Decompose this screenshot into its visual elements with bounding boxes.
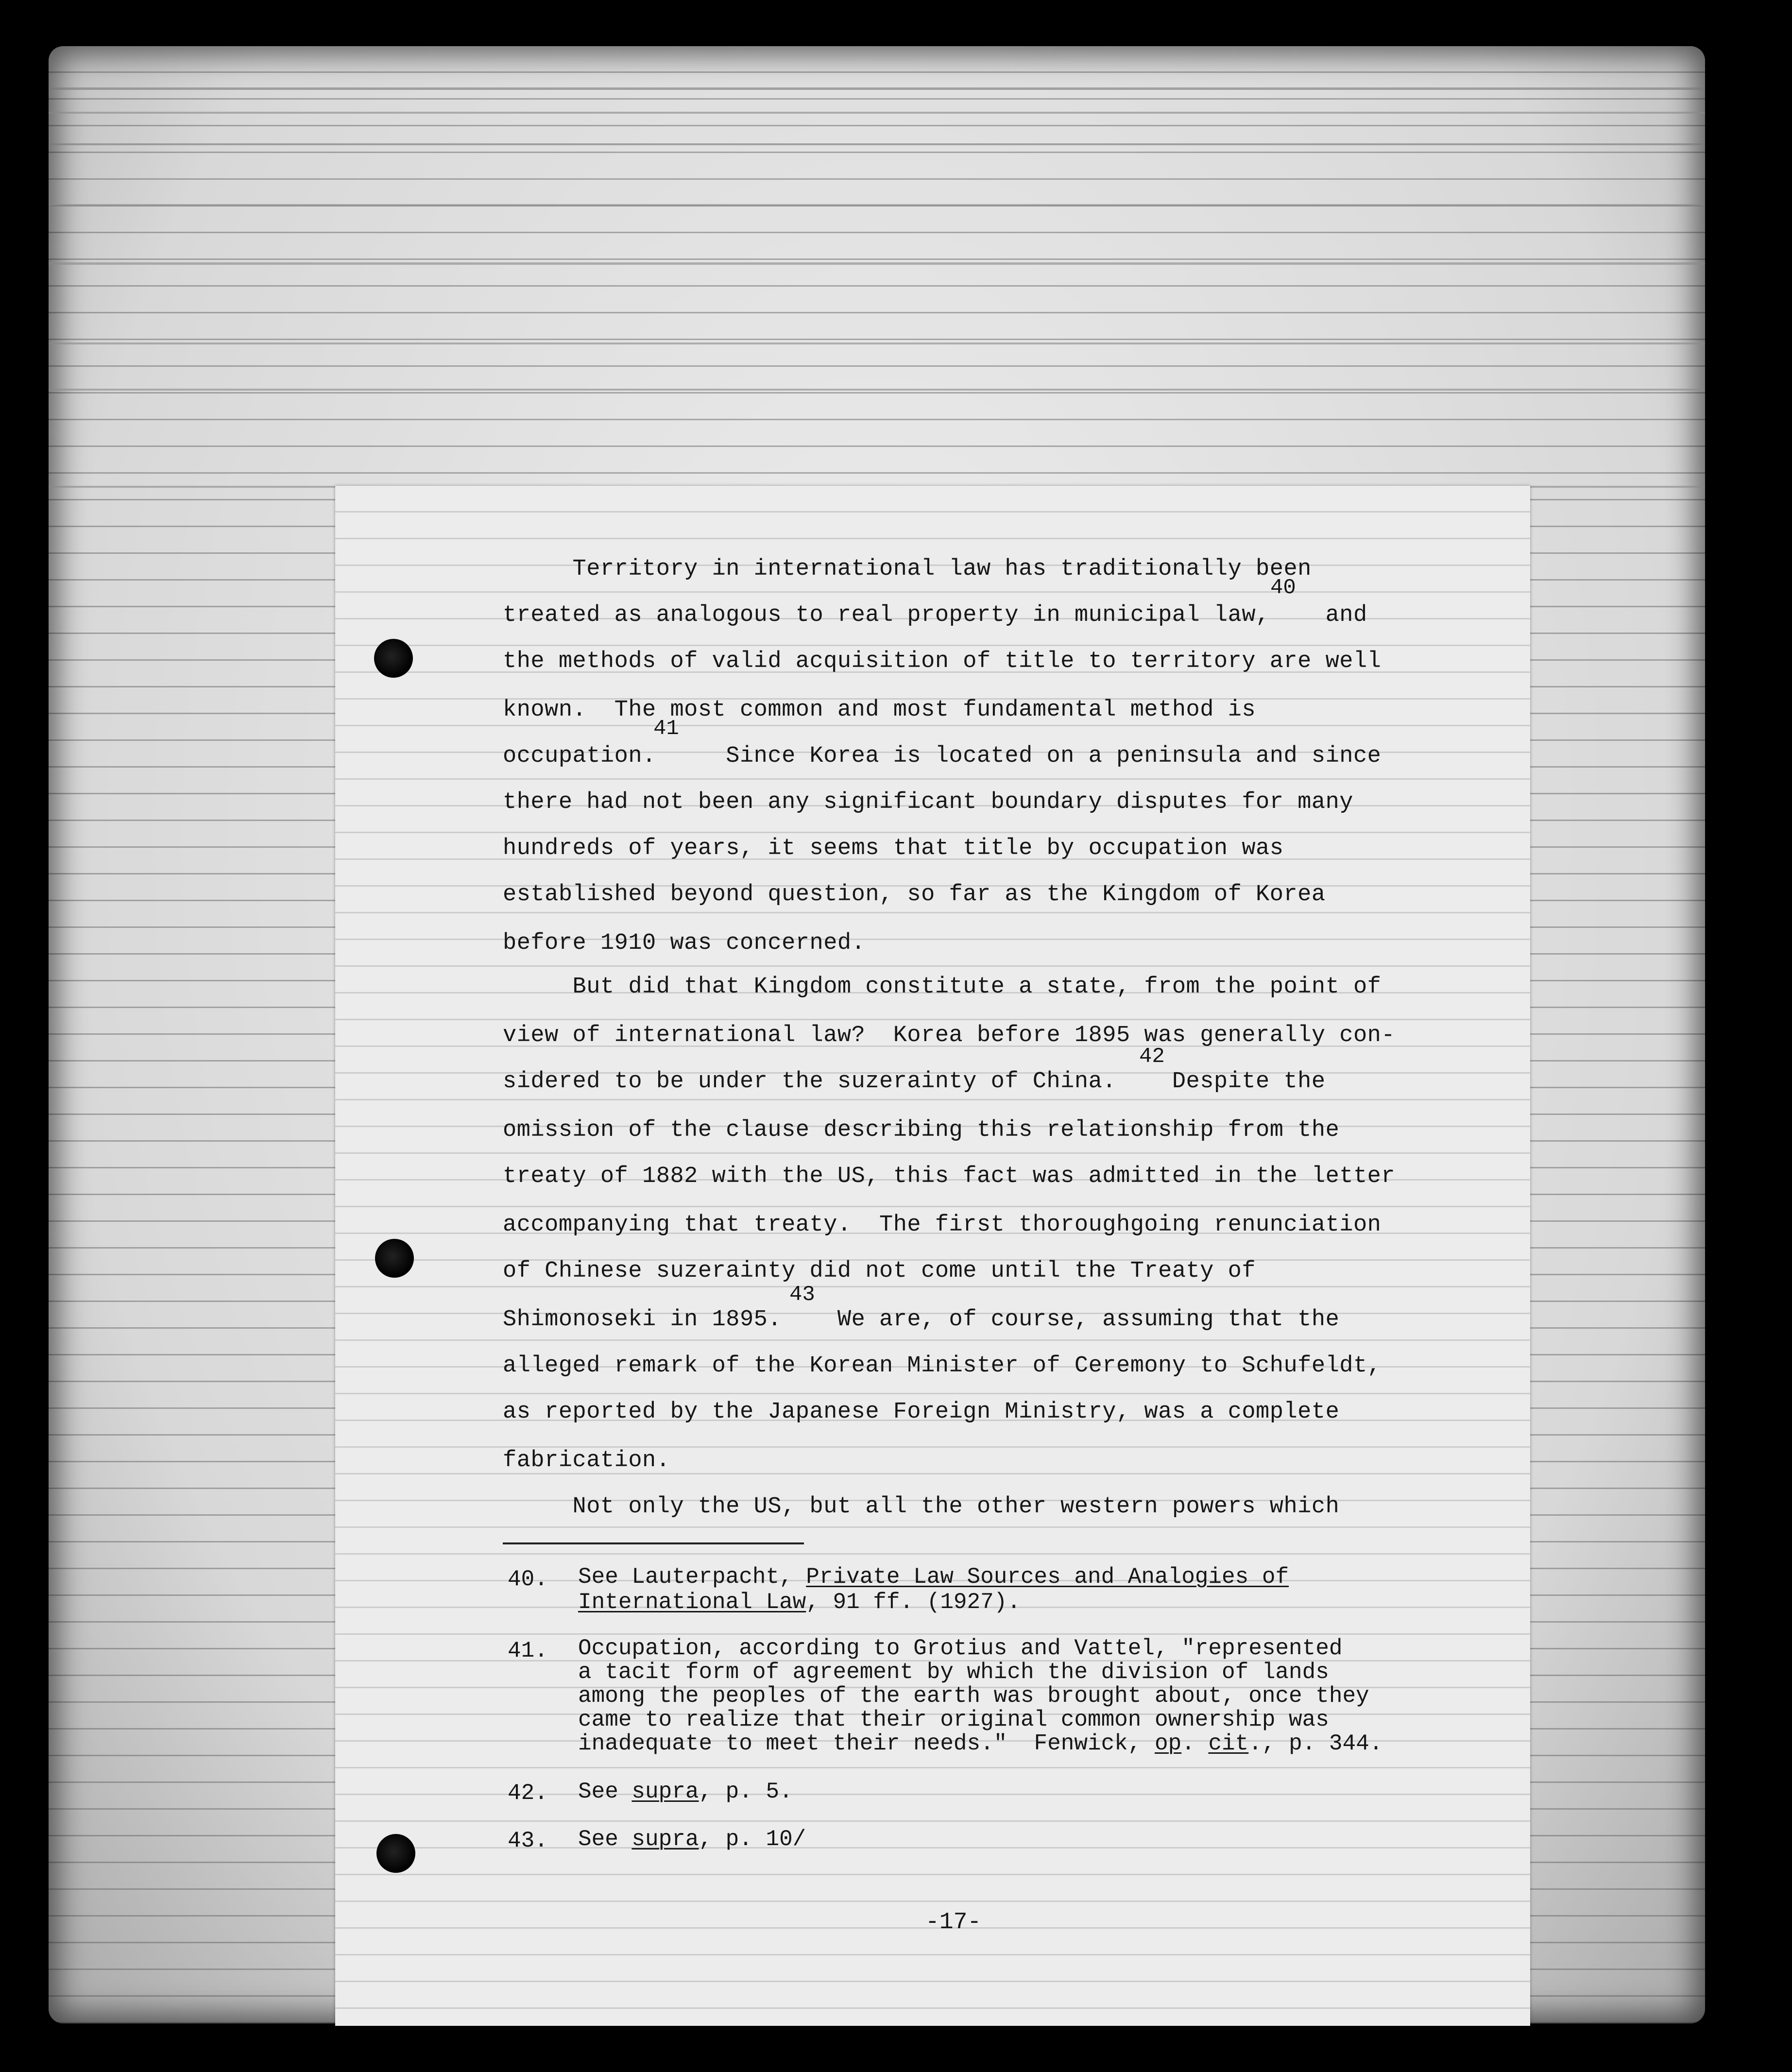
body-line: alleged remark of the Korean Minister of Ceremony to Schufeldt, [503,1353,1382,1379]
citation-supra: supra [631,1827,699,1852]
footnote-40-line-1 [578,1564,1289,1590]
body-line: known. The most common and most fundamental method is [503,697,1256,723]
body-line: Not only the US, but all the other western powers which [503,1494,1340,1520]
footnote-41-last-line [578,1731,1382,1756]
body-line: there had not been any significant boundary disputes for many [503,789,1353,815]
footnote-marker-42: 42 [1139,1045,1165,1069]
footnote-text: Occupation, according to Grotius and Vattel, "represented [578,1636,1343,1661]
cited-title: International Law [578,1590,806,1615]
footnote-text: , p. 10/ [699,1827,806,1852]
footnote-text: inadequate to meet their needs." Fenwick, [578,1731,1155,1756]
body-line: as reported by the Japanese Foreign Ministry, was a complete [503,1399,1340,1425]
footnote-43-line [578,1827,806,1852]
citation-supra: supra [631,1779,699,1804]
body-line: before 1910 was concerned. [503,930,866,956]
body-line: Territory in international law has traditionally been [503,556,1312,582]
footnote-text: among the peoples of the earth was brought about, once they [578,1683,1369,1709]
footnote-separator [503,1542,804,1544]
footnote-text: . [1181,1731,1209,1756]
footnote-text: See [578,1779,632,1804]
punch-hole-middle [375,1239,414,1278]
body-line: established beyond question, so far as the Kingdom of Korea [503,882,1326,908]
footnote-number: 42. [508,1781,548,1806]
footnote-number: 41. [508,1638,548,1663]
document-text [503,0,1474,2072]
body-line: sidered to be under the suzerainty of China. Despite the [503,1069,1326,1095]
footnote-42-line [578,1779,793,1804]
page-number: -17- [925,1909,982,1935]
footnote-marker-41: 41 [653,717,679,741]
body-line: view of international law? Korea before 1895 was generally con- [503,1023,1396,1048]
citation-op: op [1155,1731,1182,1756]
body-line: the methods of valid acquisition of title to territory are well [503,649,1382,674]
body-line: omission of the clause describing this relationship from the [503,1117,1340,1143]
body-line: of Chinese suzerainty did not come until the Treaty of [503,1258,1256,1284]
footnote-text: came to realize that their original common ownership was [578,1707,1329,1732]
citation-cit: cit [1208,1731,1249,1756]
footnote-number: 40. [508,1567,548,1592]
body-line: treated as analogous to real property in municipal law, and [503,602,1367,628]
body-line: treaty of 1882 with the US, this fact was admitted in the letter [503,1164,1396,1189]
body-line: occupation. Since Korea is located on a peninsula and since [503,743,1382,769]
cited-title: Private Law Sources and Analogies of [806,1564,1289,1590]
footnote-text: See Lauterpacht, [578,1564,806,1590]
punch-hole-bottom [376,1834,415,1873]
footnote-text: a tacit form of agreement by which the division of lands [578,1660,1329,1685]
body-line: Shimonoseki in 1895. We are, of course, assuming that the [503,1307,1340,1333]
footnote-text: ., p. 344. [1248,1731,1383,1756]
footnote-40-line-2 [578,1590,1021,1615]
footnote-text: , 91 ff. (1927). [806,1590,1021,1615]
footnote-text: , p. 5. [699,1779,793,1804]
body-line: accompanying that treaty. The first thoroughgoing renunciation [503,1212,1382,1238]
footnote-text: See [578,1827,632,1852]
body-line: fabrication. [503,1448,670,1473]
body-line: hundreds of years, it seems that title by occupation was [503,836,1284,861]
footnote-number: 43. [508,1828,548,1853]
body-line: But did that Kingdom constitute a state, from the point of [503,974,1382,1000]
punch-hole-top [374,639,413,678]
footnote-marker-40: 40 [1270,576,1296,600]
footnote-marker-43: 43 [789,1283,815,1307]
